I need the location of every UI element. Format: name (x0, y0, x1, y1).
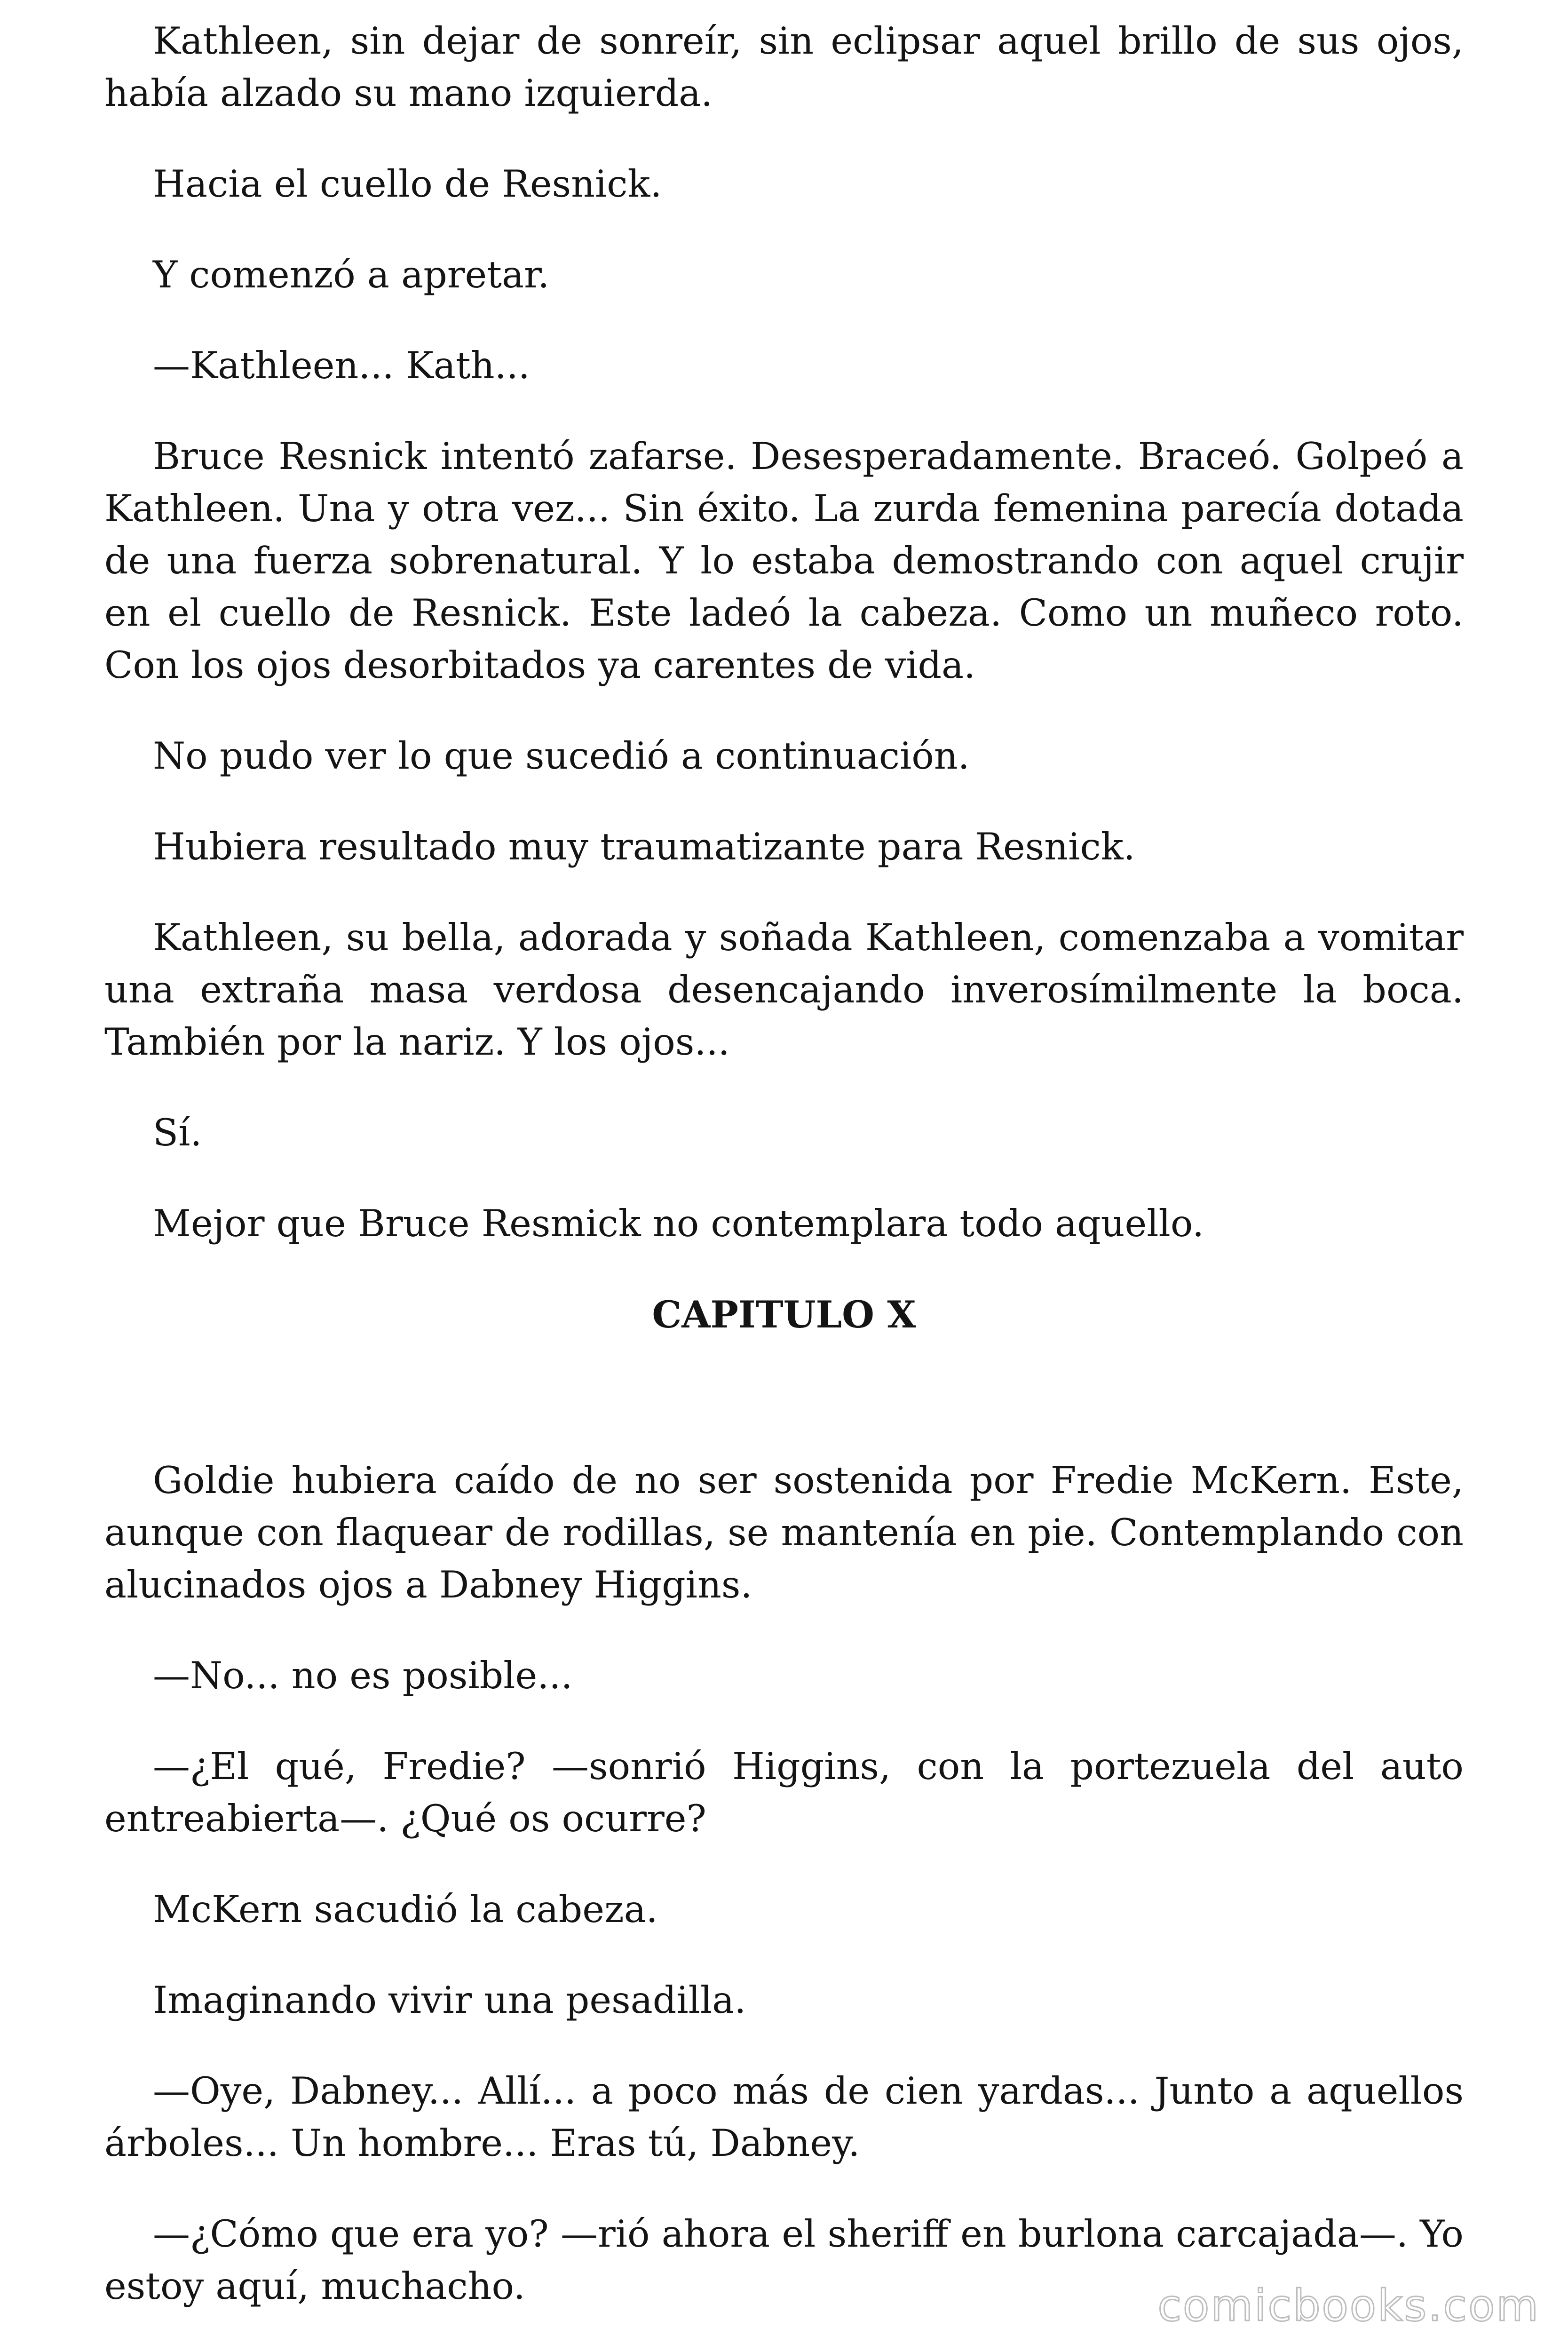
paragraph: Kathleen, sin dejar de sonreír, sin eclipsar aquel brillo de sus ojos, había alzado su mano izquierda. (104, 19, 1464, 115)
paragraph: McKern sacudió la cabeza. (153, 1888, 658, 1931)
watermark: comicbooks.com (1157, 2280, 1540, 2331)
paragraph: Mejor que Bruce Resmick no contemplara todo aquello. (153, 1202, 1204, 1245)
paragraph: Goldie hubiera caído de no ser sostenida por Fredie McKern. Este, aunque con flaquear de rodillas, se mantenía en pie. Contemplando con alucinados ojos a Dabney Higgins. (104, 1459, 1464, 1606)
paragraph: —Oye, Dabney... Allí... a poco más de cien yardas... Junto a aquellos árboles... Un hombre... Eras tú, Dabney. (104, 2069, 1464, 2165)
paragraph: No pudo ver lo que sucedió a continuación. (153, 734, 970, 778)
paragraph: Y comenzó a apretar. (153, 253, 550, 296)
paragraph: Hubiera resultado muy traumatizante para Resnick. (153, 825, 1135, 868)
paragraph: Imaginando vivir una pesadilla. (153, 1979, 746, 2022)
page-text (104, 15, 1464, 2351)
paragraph: Bruce Resnick intentó zafarse. Desesperadamente. Braceó. Golpeó a Kathleen. Una y otra vez... Sin éxito. La zurda femenina parecía dotada de una fuerza sobrenatural. Y lo estaba demostrando con aquel crujir en el cuello de Resnick. Este ladeó la cabeza. Como un muñeco roto. Con los ojos desorbitados ya carentes de vida. (104, 435, 1464, 687)
paragraph: Kathleen, su bella, adorada y soñada Kathleen, comenzaba a vomitar una extraña masa verdosa desencajando inverosímilmente la boca. También por la nariz. Y los ojos... (104, 916, 1464, 1064)
paragraph: —¿Cómo que era yo? —rió ahora el sheriff en burlona carcajada—. Yo estoy aquí, muchacho. (104, 2212, 1464, 2308)
paragraph: —Kathleen... Kath... (153, 344, 530, 387)
chapter-heading: CAPITULO X (652, 1293, 916, 1336)
paragraph: —¿El qué, Fredie? —sonrió Higgins, con la portezuela del auto entreabierta—. ¿Qué os ocurre? (104, 1745, 1464, 1840)
paragraph: Sí. (153, 1111, 202, 1154)
paragraph: —No... no es posible... (153, 1654, 573, 1697)
paragraph: Hacia el cuello de Resnick. (153, 162, 662, 206)
